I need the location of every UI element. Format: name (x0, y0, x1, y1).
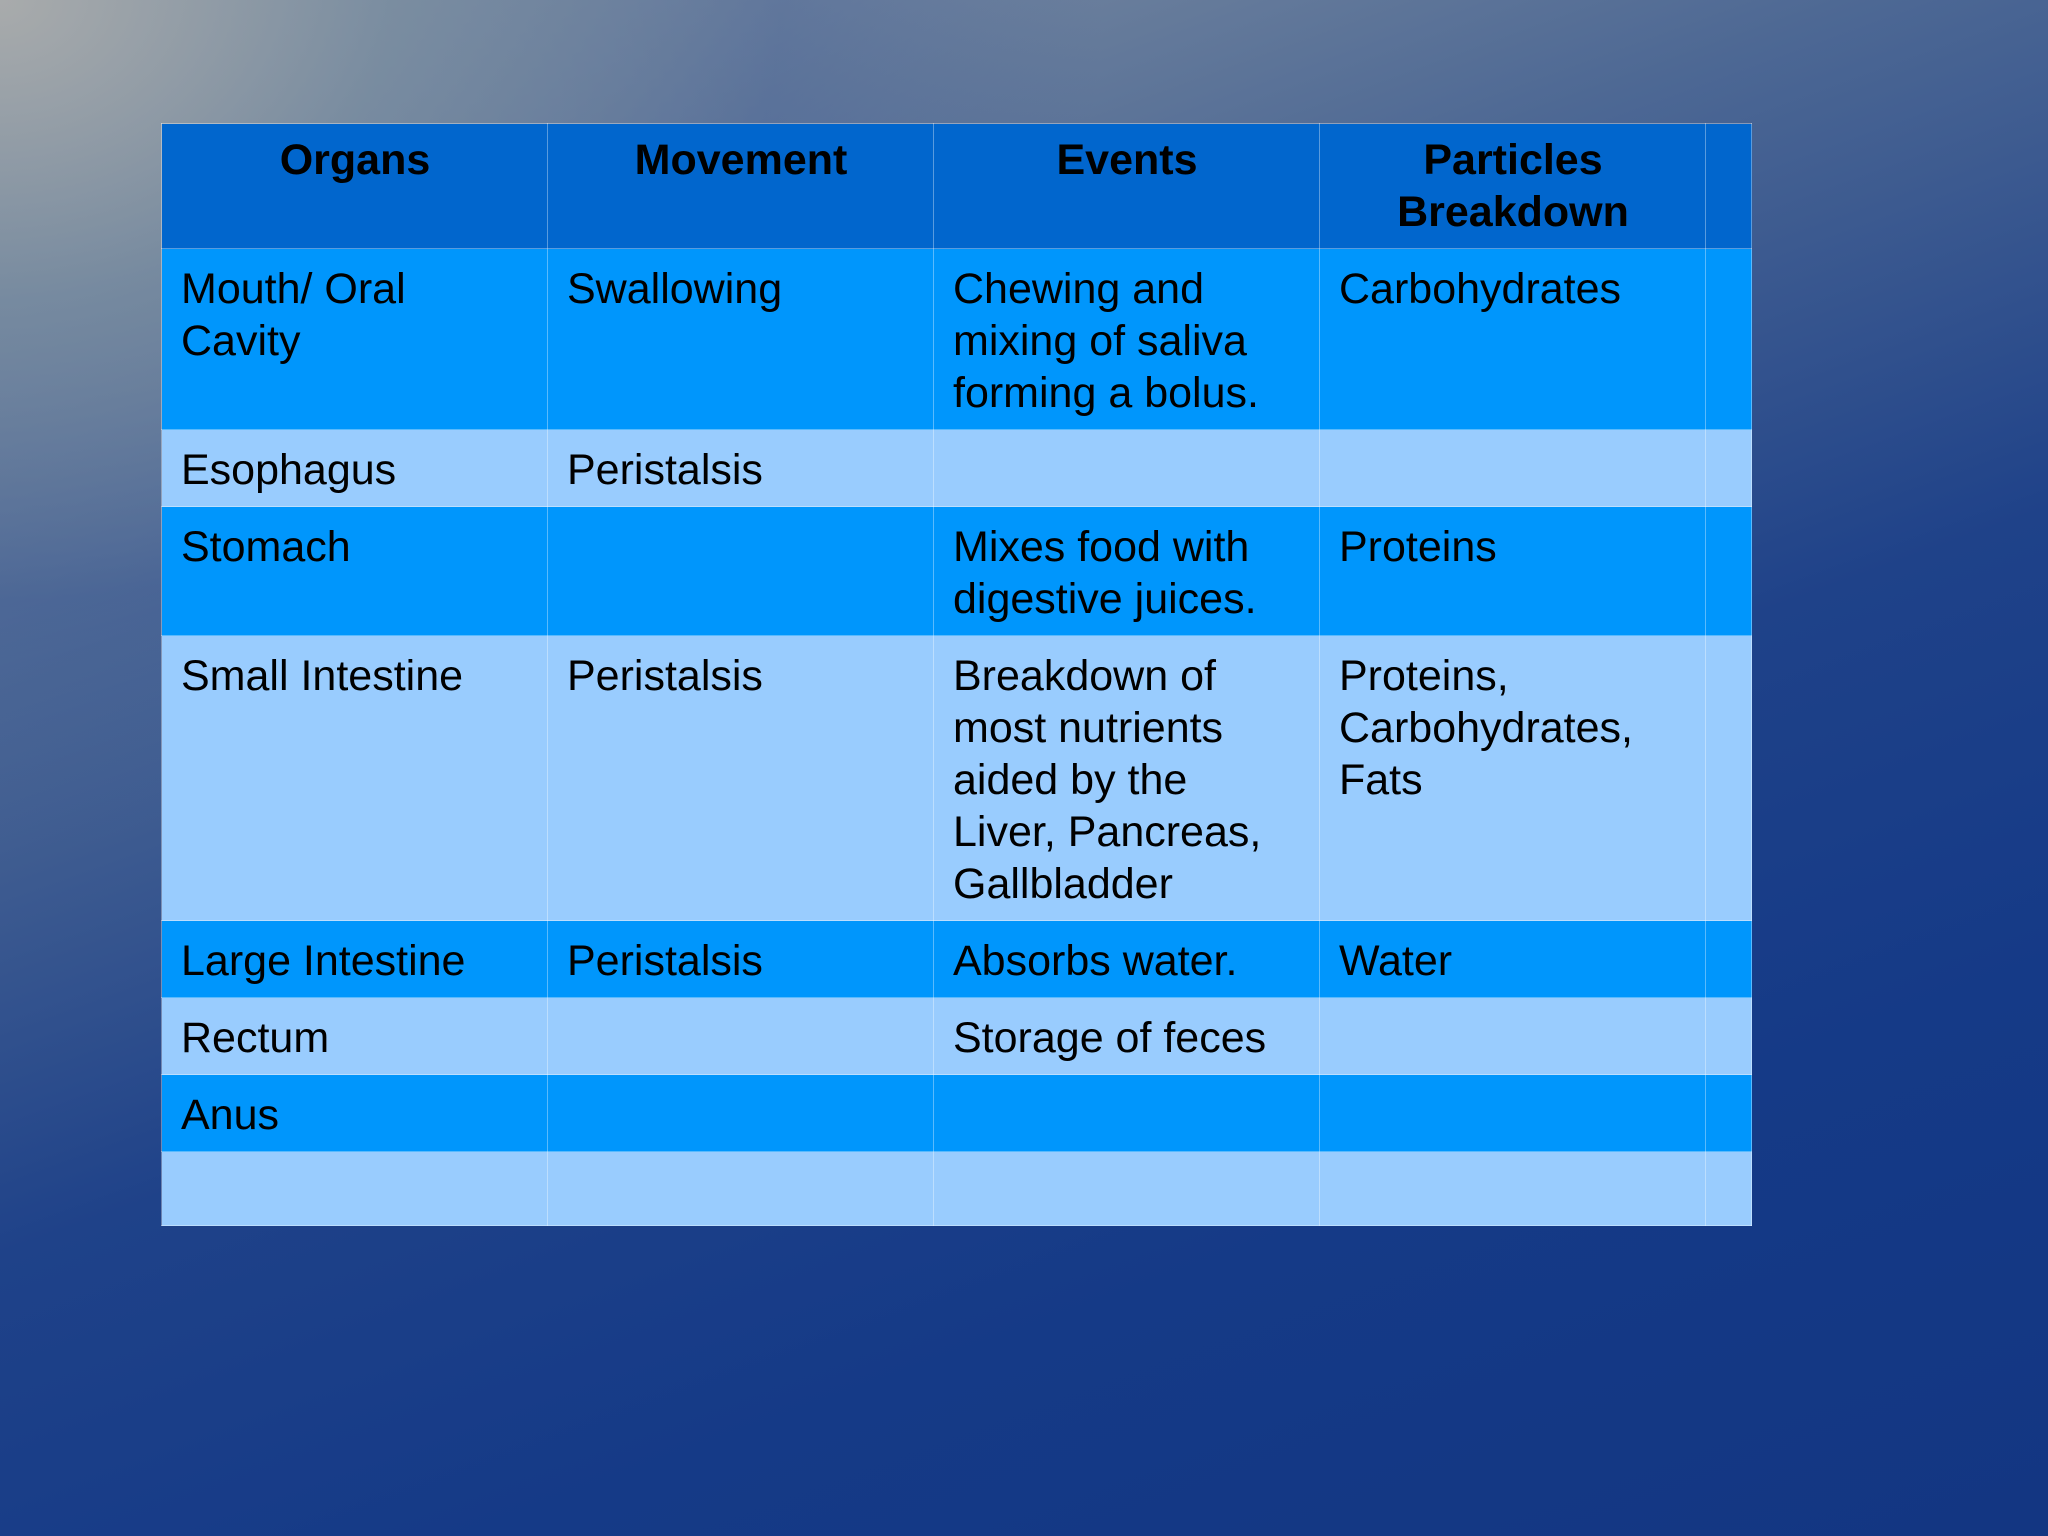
cell-events: Chewing and mixing of saliva forming a bolus. (934, 249, 1320, 430)
table-header-row (162, 124, 1752, 249)
cell-organ: Large Intestine (162, 921, 548, 998)
cell-particles: Water (1320, 921, 1706, 998)
cell-organ: Small Intestine (162, 636, 548, 921)
table-row (162, 998, 1752, 1075)
header-particles-breakdown: Particles Breakdown (1320, 124, 1706, 249)
cell-particles (1320, 998, 1706, 1075)
cell-particles: Carbohydrates (1320, 249, 1706, 430)
cell-extra (1706, 1075, 1752, 1152)
cell-movement: Peristalsis (548, 921, 934, 998)
cell-events (934, 1075, 1320, 1152)
cell-extra (1706, 1152, 1752, 1226)
cell-extra (1706, 249, 1752, 430)
cell-events (934, 430, 1320, 507)
cell-organ: Rectum (162, 998, 548, 1075)
cell-particles (1320, 430, 1706, 507)
table-row (162, 507, 1752, 636)
cell-extra (1706, 430, 1752, 507)
table-row (162, 921, 1752, 998)
header-movement: Movement (548, 124, 934, 249)
cell-organ: Stomach (162, 507, 548, 636)
cell-organ: Esophagus (162, 430, 548, 507)
cell-organ (162, 1152, 548, 1226)
cell-extra (1706, 636, 1752, 921)
cell-particles (1320, 1152, 1706, 1226)
cell-events: Absorbs water. (934, 921, 1320, 998)
table-row (162, 636, 1752, 921)
cell-organ: Mouth/ Oral Cavity (162, 249, 548, 430)
cell-particles: Proteins, Carbohydrates, Fats (1320, 636, 1706, 921)
cell-movement (548, 998, 934, 1075)
cell-movement: Peristalsis (548, 430, 934, 507)
cell-extra (1706, 507, 1752, 636)
header-extra-column (1706, 124, 1752, 249)
cell-events: Mixes food with digestive juices. (934, 507, 1320, 636)
cell-events: Breakdown of most nutrients aided by the Liver, Pancreas, Gallbladder (934, 636, 1320, 921)
cell-extra (1706, 921, 1752, 998)
cell-movement (548, 1152, 934, 1226)
digestion-table-container (161, 123, 1751, 1226)
cell-organ: Anus (162, 1075, 548, 1152)
cell-extra (1706, 998, 1752, 1075)
cell-movement: Swallowing (548, 249, 934, 430)
cell-movement (548, 507, 934, 636)
header-organs: Organs (162, 124, 548, 249)
table-row (162, 1152, 1752, 1226)
cell-movement: Peristalsis (548, 636, 934, 921)
digestion-table (161, 123, 1752, 1226)
cell-events: Storage of feces (934, 998, 1320, 1075)
table-row (162, 430, 1752, 507)
table-row (162, 1075, 1752, 1152)
cell-particles (1320, 1075, 1706, 1152)
cell-movement (548, 1075, 934, 1152)
cell-particles: Proteins (1320, 507, 1706, 636)
header-events: Events (934, 124, 1320, 249)
cell-events (934, 1152, 1320, 1226)
table-row (162, 249, 1752, 430)
